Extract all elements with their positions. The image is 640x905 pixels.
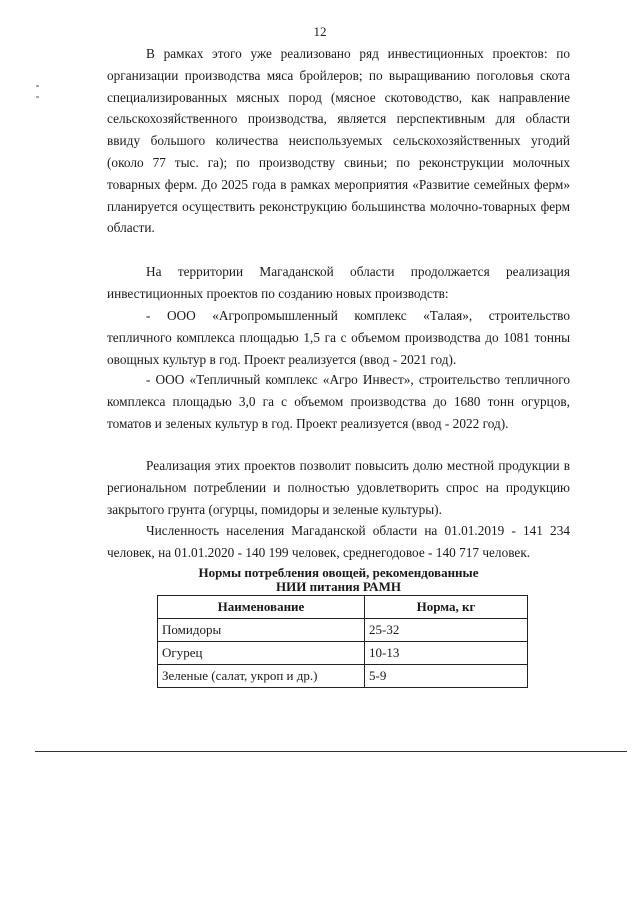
scan-mark [36,85,39,87]
header-name: Наименование [158,596,365,619]
scan-mark [36,96,39,98]
cell-norm: 5-9 [365,665,528,688]
cell-norm: 25-32 [365,619,528,642]
table-header-row [158,596,528,619]
table-title [107,566,570,594]
header-norm: Норма, кг [365,596,528,619]
table-title-line-2: НИИ питания РАМН [276,579,401,594]
paragraph-text: На территории Магаданской области продолжается реализация инвестиционных проектов по созданию новых производств: [107,264,570,301]
table-row [158,665,528,688]
paragraph-project-impact [107,455,570,520]
cell-name: Огурец [158,642,365,665]
consumption-norms-table [157,595,528,688]
paragraph-investment-projects [107,43,570,239]
paragraph-talaya-project [107,305,570,370]
paragraph-text: Численность населения Магаданской области на 01.01.2019 - 141 234 человек, на 01.01.2020 - 140 199 человек, среднегодовое - 140 717 человек. [107,523,570,560]
paragraph-population [107,520,570,564]
page-number: 12 [313,24,327,39]
paragraph-text: - ООО «Агропромышленный комплекс «Талая», строительство тепличного комплекса площадью 1,5 га с объемом производства до 1081 тонны овощных культур в год. Проект реализуется (ввод - 2021 год). [107,308,570,367]
paragraph-text: - ООО «Тепличный комплекс «Агро Инвест», строительство тепличного комплекса площадью 3,0 га с объемом производства до 1680 тонн огурцов, томатов и зеленых культур в год. Проект реализуется (ввод - 2022 год). [107,372,570,431]
table-title-line-1: Нормы потребления овощей, рекомендованные [198,565,479,580]
table-row [158,619,528,642]
cell-name: Зеленые (салат, укроп и др.) [158,665,365,688]
cell-name: Помидоры [158,619,365,642]
table-row [158,642,528,665]
paragraph-new-production [107,261,570,305]
page-bottom-rule [35,751,627,752]
paragraph-text: Реализация этих проектов позволит повысить долю местной продукции в региональном потреблении и полностью удовлетворить спрос на продукцию закрытого грунта (огурцы, помидоры и зеленые культуры). [107,458,570,517]
paragraph-agro-invest-project [107,369,570,434]
cell-norm: 10-13 [365,642,528,665]
paragraph-text: В рамках этого уже реализовано ряд инвестиционных проектов: по организации производства мяса бройлеров; по выращиванию поголовья скота специализированных мясных пород (мясное скотоводство, как направление сельскохозяйственного производства, является перспективным для области ввиду большого количества неиспользуемых сельскохозяйственных угодий (около 77 тыс. га); по производству свиньи; по реконструкции молочных товарных ферм. До 2025 года в рамках мероприятия «Развитие семейных ферм» планируется осуществить реконструкцию большинства молочно-товарных ферм области. [107,46,570,236]
